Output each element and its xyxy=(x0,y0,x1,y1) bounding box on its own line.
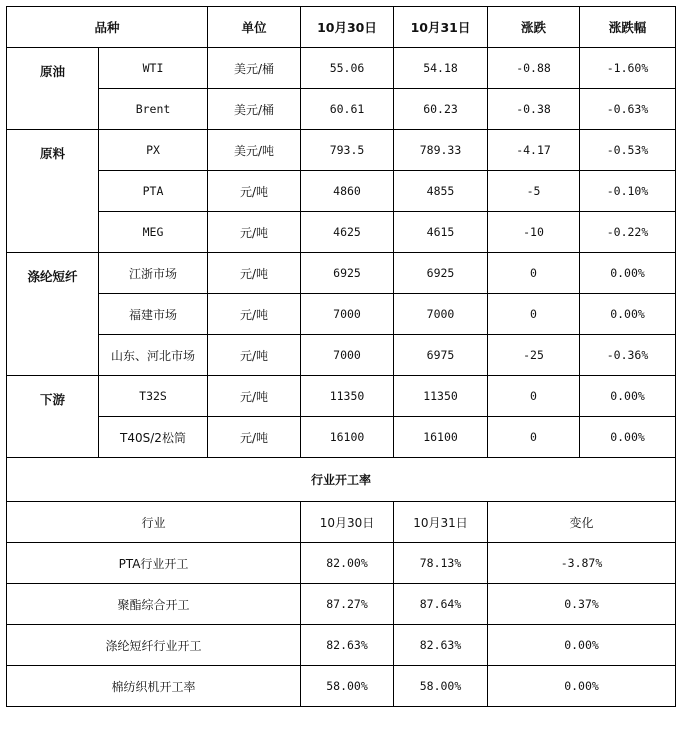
table-row xyxy=(7,89,676,130)
rate-date-1: 58.00% xyxy=(301,666,394,707)
table-row xyxy=(7,253,676,294)
table-row xyxy=(7,376,676,417)
value-change-pct: -0.10% xyxy=(580,171,676,212)
item-name: 福建市场 xyxy=(99,294,208,335)
value-change: 0 xyxy=(488,376,580,417)
rate-date-1: 82.00% xyxy=(301,543,394,584)
industry-name: 涤纶短纤行业开工 xyxy=(7,625,301,666)
value-change: -0.38 xyxy=(488,89,580,130)
value-change-pct: 0.00% xyxy=(580,417,676,458)
operating-rate-header-row xyxy=(7,502,676,543)
rate-date-2: 58.00% xyxy=(394,666,488,707)
value-date-2: 6975 xyxy=(394,335,488,376)
header-change-pct: 涨跌幅 xyxy=(580,7,676,48)
operating-rate-title-row xyxy=(7,458,676,502)
value-date-1: 16100 xyxy=(301,417,394,458)
value-change: -4.17 xyxy=(488,130,580,171)
value-date-1: 6925 xyxy=(301,253,394,294)
value-date-2: 60.23 xyxy=(394,89,488,130)
value-change-pct: -0.53% xyxy=(580,130,676,171)
table-row xyxy=(7,584,676,625)
value-date-1: 4860 xyxy=(301,171,394,212)
value-date-2: 54.18 xyxy=(394,48,488,89)
category-feedstock: 原料 xyxy=(7,130,99,253)
value-change: -0.88 xyxy=(488,48,580,89)
value-change-pct: 0.00% xyxy=(580,376,676,417)
value-date-1: 793.5 xyxy=(301,130,394,171)
rate-date-1: 82.63% xyxy=(301,625,394,666)
item-unit: 元/吨 xyxy=(208,417,301,458)
item-name: T40S/2松筒 xyxy=(99,417,208,458)
value-change: 0 xyxy=(488,294,580,335)
value-date-1: 7000 xyxy=(301,294,394,335)
value-change: -10 xyxy=(488,212,580,253)
item-unit: 美元/桶 xyxy=(208,48,301,89)
item-unit: 美元/桶 xyxy=(208,89,301,130)
item-name: T32S xyxy=(99,376,208,417)
value-date-1: 7000 xyxy=(301,335,394,376)
industry-name: 棉纺织机开工率 xyxy=(7,666,301,707)
category-crude: 原油 xyxy=(7,48,99,130)
market-data-table xyxy=(6,6,676,707)
value-change-pct: -0.36% xyxy=(580,335,676,376)
item-unit: 元/吨 xyxy=(208,335,301,376)
item-unit: 元/吨 xyxy=(208,376,301,417)
rate-date-2: 82.63% xyxy=(394,625,488,666)
rate-date-1: 87.27% xyxy=(301,584,394,625)
industry-name: PTA行业开工 xyxy=(7,543,301,584)
value-date-2: 11350 xyxy=(394,376,488,417)
value-date-2: 6925 xyxy=(394,253,488,294)
value-date-2: 789.33 xyxy=(394,130,488,171)
table-row xyxy=(7,335,676,376)
item-name: 山东、河北市场 xyxy=(99,335,208,376)
header-rate-date-1: 10月30日 xyxy=(301,502,394,543)
item-unit: 元/吨 xyxy=(208,294,301,335)
value-change: -25 xyxy=(488,335,580,376)
industry-name: 聚酯综合开工 xyxy=(7,584,301,625)
item-name: WTI xyxy=(99,48,208,89)
item-unit: 元/吨 xyxy=(208,171,301,212)
header-rate-change: 变化 xyxy=(488,502,676,543)
value-date-2: 7000 xyxy=(394,294,488,335)
rate-change: -3.87% xyxy=(488,543,676,584)
rate-date-2: 78.13% xyxy=(394,543,488,584)
header-variety: 品种 xyxy=(7,7,208,48)
table-row xyxy=(7,543,676,584)
value-change-pct: -0.22% xyxy=(580,212,676,253)
value-change-pct: -0.63% xyxy=(580,89,676,130)
item-unit: 元/吨 xyxy=(208,212,301,253)
item-unit: 美元/吨 xyxy=(208,130,301,171)
rate-change: 0.00% xyxy=(488,625,676,666)
value-change: 0 xyxy=(488,417,580,458)
table-row xyxy=(7,212,676,253)
item-name: MEG xyxy=(99,212,208,253)
value-date-1: 11350 xyxy=(301,376,394,417)
value-change-pct: 0.00% xyxy=(580,253,676,294)
header-rate-date-2: 10月31日 xyxy=(394,502,488,543)
table-row xyxy=(7,48,676,89)
item-name: Brent xyxy=(99,89,208,130)
header-date-2: 10月31日 xyxy=(394,7,488,48)
rate-change: 0.00% xyxy=(488,666,676,707)
price-table-header-row xyxy=(7,7,676,48)
value-date-2: 4615 xyxy=(394,212,488,253)
table-row xyxy=(7,666,676,707)
value-date-1: 4625 xyxy=(301,212,394,253)
rate-date-2: 87.64% xyxy=(394,584,488,625)
header-industry: 行业 xyxy=(7,502,301,543)
value-change: -5 xyxy=(488,171,580,212)
table-row xyxy=(7,625,676,666)
table-row xyxy=(7,294,676,335)
section-title: 行业开工率 xyxy=(7,458,676,502)
table-row xyxy=(7,130,676,171)
value-change-pct: -1.60% xyxy=(580,48,676,89)
item-name: 江浙市场 xyxy=(99,253,208,294)
header-unit: 单位 xyxy=(208,7,301,48)
value-date-2: 16100 xyxy=(394,417,488,458)
value-change: 0 xyxy=(488,253,580,294)
table-row xyxy=(7,417,676,458)
value-change-pct: 0.00% xyxy=(580,294,676,335)
item-unit: 元/吨 xyxy=(208,253,301,294)
item-name: PTA xyxy=(99,171,208,212)
category-downstream: 下游 xyxy=(7,376,99,458)
category-polyester-staple: 涤纶短纤 xyxy=(7,253,99,376)
item-name: PX xyxy=(99,130,208,171)
value-date-1: 55.06 xyxy=(301,48,394,89)
rate-change: 0.37% xyxy=(488,584,676,625)
header-change: 涨跌 xyxy=(488,7,580,48)
table-row xyxy=(7,171,676,212)
value-date-2: 4855 xyxy=(394,171,488,212)
header-date-1: 10月30日 xyxy=(301,7,394,48)
value-date-1: 60.61 xyxy=(301,89,394,130)
